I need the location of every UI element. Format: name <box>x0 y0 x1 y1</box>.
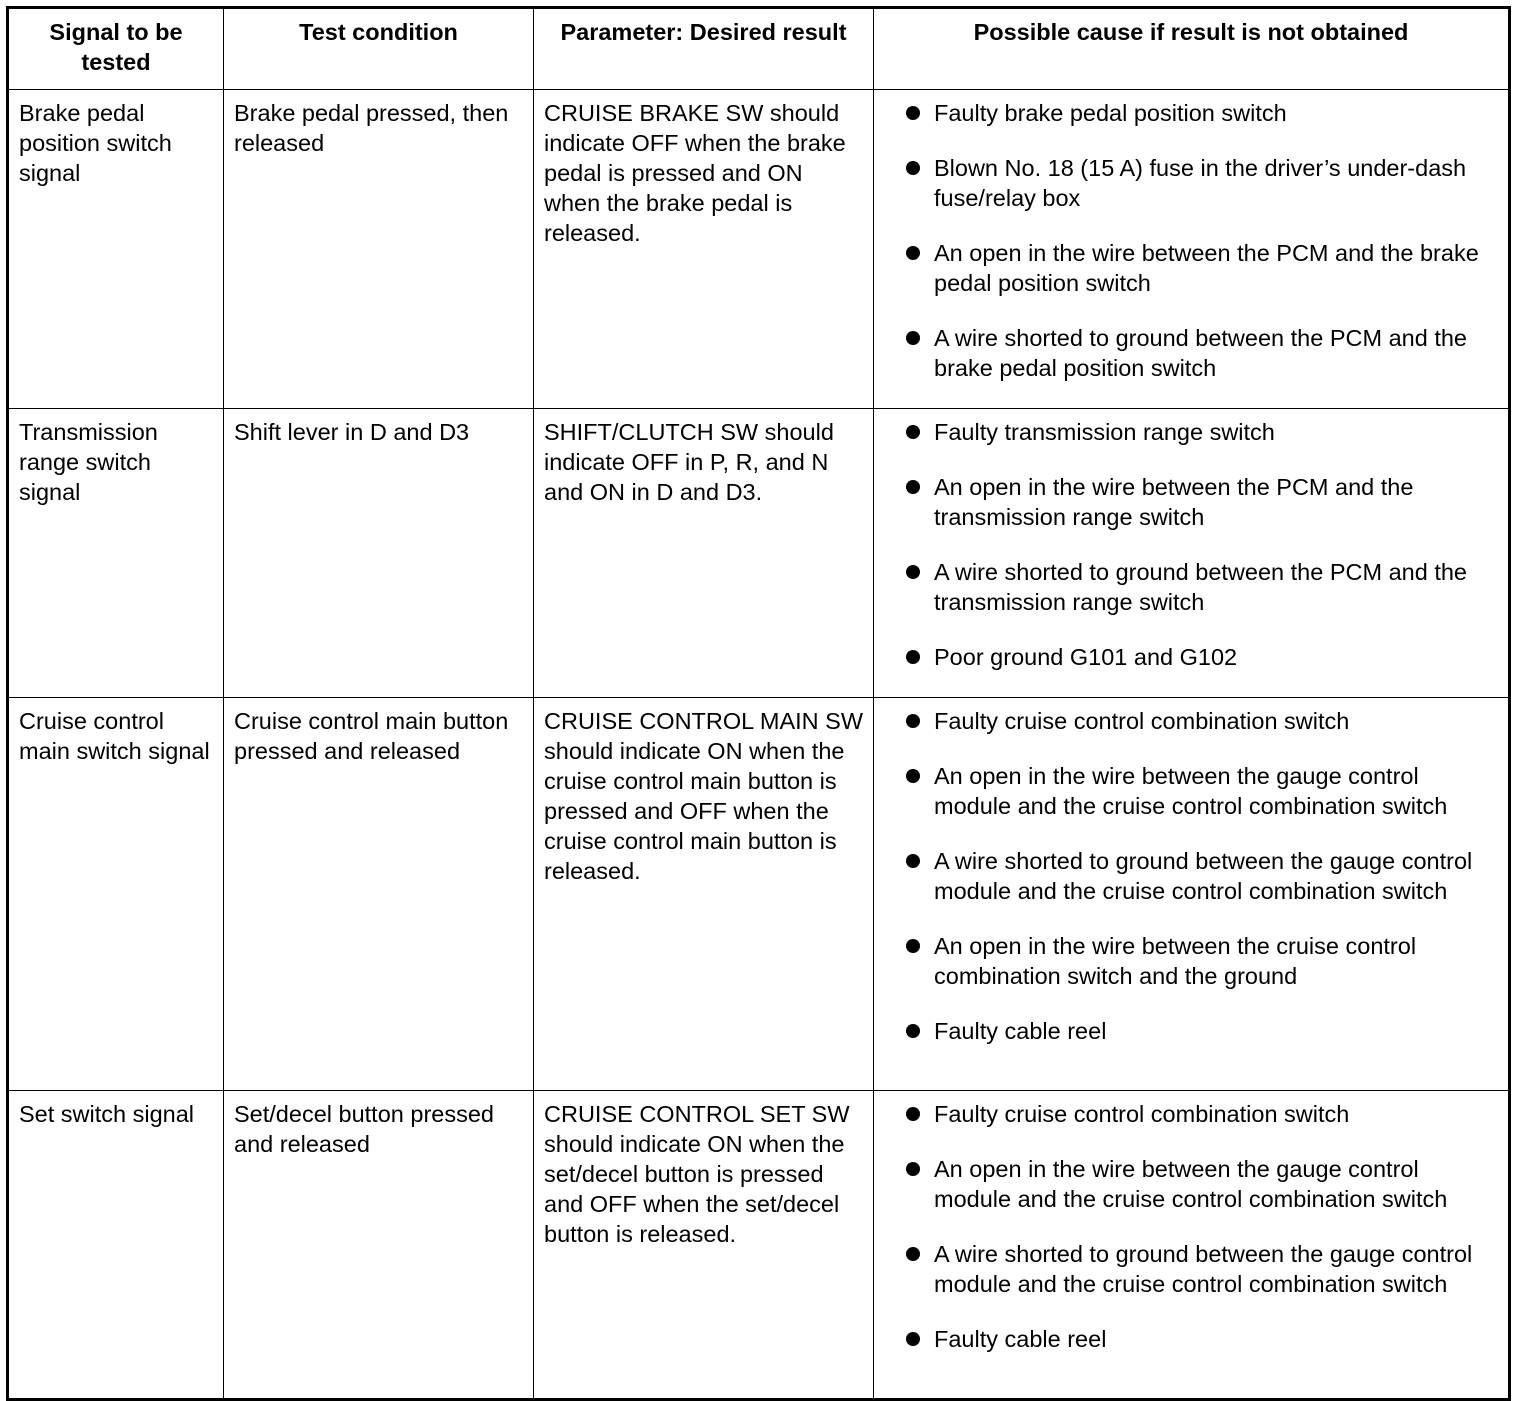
parameter-cell: SHIFT/CLUTCH SW should indicate OFF in P, R, and N and ON in D and D3. <box>534 409 874 698</box>
cause-item <box>884 323 1498 383</box>
bullet-icon <box>906 1107 920 1121</box>
parameter-cell: CRUISE BRAKE SW should indicate OFF when the brake pedal is pressed and ON when the brake pedal is released. <box>534 90 874 409</box>
bullet-icon <box>906 714 920 728</box>
bullet-icon <box>906 650 920 664</box>
condition-cell: Cruise control main button pressed and released <box>224 698 534 1091</box>
causes-cell <box>874 1091 1510 1400</box>
bullet-icon <box>906 939 920 953</box>
condition-cell: Set/decel button pressed and released <box>224 1091 534 1400</box>
bullet-icon <box>906 480 920 494</box>
header-cause: Possible cause if result is not obtained <box>874 8 1510 90</box>
bullet-icon <box>906 106 920 120</box>
troubleshooting-table <box>6 6 1511 1401</box>
signal-cell: Brake pedal position switch signal <box>8 90 224 409</box>
cause-text: Faulty brake pedal position switch <box>934 100 1287 126</box>
cause-item <box>884 98 1498 128</box>
cause-text: A wire shorted to ground between the PCM and the brake pedal position switch <box>934 325 1467 381</box>
condition-cell: Brake pedal pressed, then released <box>224 90 534 409</box>
causes-cell <box>874 698 1510 1091</box>
cause-item <box>884 238 1498 298</box>
cause-list <box>884 706 1498 1046</box>
cause-text: An open in the wire between the gauge control module and the cruise control combination switch <box>934 763 1448 819</box>
cause-text: Faulty cruise control combination switch <box>934 708 1350 734</box>
bullet-icon <box>906 246 920 260</box>
parameter-cell: CRUISE CONTROL SET SW should indicate ON when the set/decel button is pressed and OFF when the set/decel button is released. <box>534 1091 874 1400</box>
signal-cell: Transmission range switch signal <box>8 409 224 698</box>
cause-text: A wire shorted to ground between the gauge control module and the cruise control combination switch <box>934 1241 1473 1297</box>
cause-list <box>884 1099 1498 1354</box>
cause-item <box>884 153 1498 213</box>
bullet-icon <box>906 769 920 783</box>
table-row <box>8 698 1510 1091</box>
cause-text: An open in the wire between the gauge control module and the cruise control combination switch <box>934 1156 1448 1212</box>
cause-text: Blown No. 18 (15 A) fuse in the driver’s under-dash fuse/relay box <box>934 155 1467 211</box>
bullet-icon <box>906 1247 920 1261</box>
causes-cell <box>874 90 1510 409</box>
cause-item <box>884 1154 1498 1214</box>
cause-text: Faulty cruise control combination switch <box>934 1101 1350 1127</box>
cause-item <box>884 1099 1498 1129</box>
cause-item <box>884 706 1498 736</box>
table-row <box>8 1091 1510 1400</box>
header-parameter: Parameter: Desired result <box>534 8 874 90</box>
cause-item <box>884 846 1498 906</box>
cause-item <box>884 761 1498 821</box>
cause-item <box>884 417 1498 447</box>
causes-cell <box>874 409 1510 698</box>
cause-text: An open in the wire between the PCM and the brake pedal position switch <box>934 240 1479 296</box>
cause-list <box>884 98 1498 383</box>
cause-item <box>884 642 1498 672</box>
cause-text: Poor ground G101 and G102 <box>934 644 1238 670</box>
cause-item <box>884 931 1498 991</box>
cause-item <box>884 1016 1498 1046</box>
header-condition: Test condition <box>224 8 534 90</box>
cause-text: A wire shorted to ground between the gauge control module and the cruise control combination switch <box>934 848 1473 904</box>
bullet-icon <box>906 565 920 579</box>
header-row <box>8 8 1510 90</box>
signal-cell: Set switch signal <box>8 1091 224 1400</box>
bullet-icon <box>906 425 920 439</box>
cause-list <box>884 417 1498 672</box>
parameter-cell: CRUISE CONTROL MAIN SW should indicate ON when the cruise control main button is pressed and OFF when the cruise control main button is released. <box>534 698 874 1091</box>
bullet-icon <box>906 1162 920 1176</box>
bullet-icon <box>906 161 920 175</box>
cause-text: Faulty cable reel <box>934 1018 1107 1044</box>
cause-text: An open in the wire between the cruise control combination switch and the ground <box>934 933 1417 989</box>
cause-item <box>884 1324 1498 1354</box>
cause-item <box>884 1239 1498 1299</box>
bullet-icon <box>906 854 920 868</box>
bullet-icon <box>906 1024 920 1038</box>
cause-text: An open in the wire between the PCM and the transmission range switch <box>934 474 1414 530</box>
cause-item <box>884 472 1498 532</box>
condition-cell: Shift lever in D and D3 <box>224 409 534 698</box>
table-row <box>8 90 1510 409</box>
bullet-icon <box>906 1332 920 1346</box>
cause-text: Faulty cable reel <box>934 1326 1107 1352</box>
header-signal: Signal to be tested <box>8 8 224 90</box>
cause-text: Faulty transmission range switch <box>934 419 1275 445</box>
table-row <box>8 409 1510 698</box>
bullet-icon <box>906 331 920 345</box>
signal-cell: Cruise control main switch signal <box>8 698 224 1091</box>
cause-item <box>884 557 1498 617</box>
cause-text: A wire shorted to ground between the PCM and the transmission range switch <box>934 559 1467 615</box>
